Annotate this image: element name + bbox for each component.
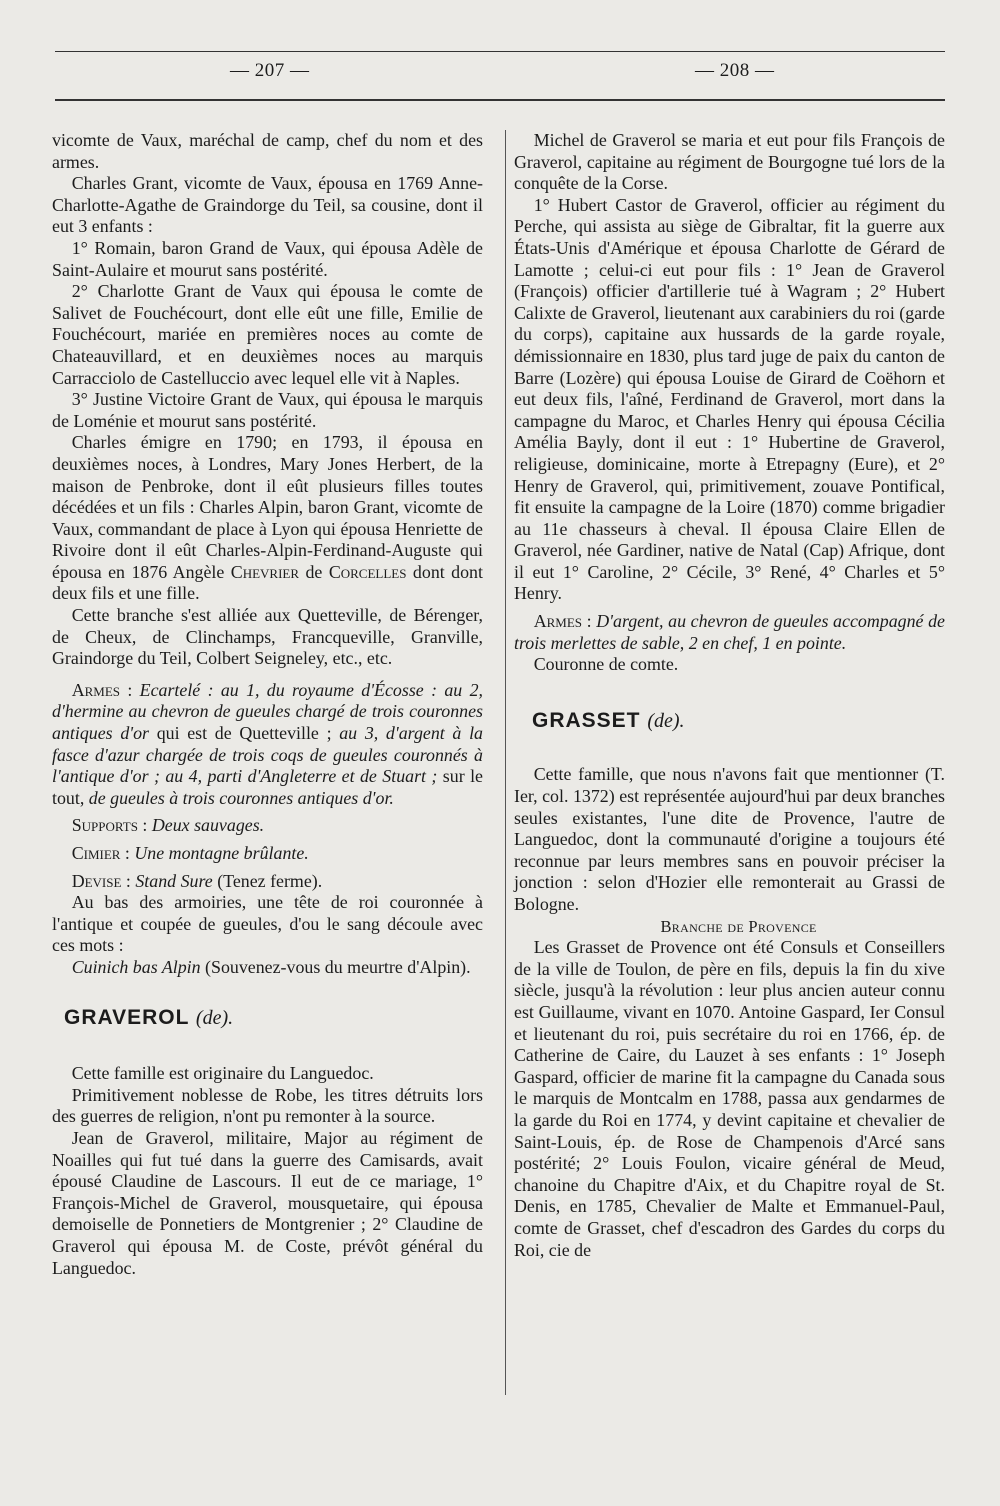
paragraph [52, 432, 483, 605]
paragraph: 3° Justine Victoire Grant de Vaux, qui épousa le marquis de Loménie et mourut sans postérité. [52, 389, 483, 431]
paragraph [52, 957, 483, 979]
family-heading-graverol [64, 1007, 483, 1030]
supports-value: Deux sauvages. [151, 815, 265, 836]
separator: : [137, 815, 152, 836]
paragraph: Cette branche s'est alliée aux Quetteville, de Bérenger, de Cheux, de Clinchamps, Francqueville, Granville, Graindorge du Teil, Colbert Seigneley, etc., etc. [52, 605, 483, 669]
motto: Cuinich bas Alpin [71, 956, 201, 977]
paragraph: Cette famille, que nous n'avons fait que mentionner (T. Ier, col. 1372) est représentée aujourd'hui par deux branches seules existantes, l'une dite de Provence, l'autre de Languedoc, dont la communauté d'origine a toujours été reconnue par leurs membres sans en pouvoir préciser la jonction : selon d'Hozier elle remonterait au Grassi de Bologne. [514, 764, 945, 914]
branch-heading: Branche de Provence [660, 916, 817, 936]
arms-blazon [514, 611, 945, 654]
arms-label: Armes [71, 679, 121, 700]
devise-label: Devise [71, 870, 122, 891]
separator: : [120, 679, 140, 700]
family-particle: (de). [647, 709, 685, 732]
cimier-line [52, 843, 483, 865]
devise-motto: Stand Sure [135, 870, 213, 891]
blazon-text: qui est de Quetteville ; [149, 723, 340, 744]
family-name: GRASSET [532, 708, 641, 732]
paragraph: Couronne de comte. [533, 654, 679, 675]
paragraph: Primitivement noblesse de Robe, les titres détruits lors des guerres de religion, n'ont pu remonter à la source. [52, 1084, 483, 1127]
paragraph: 1° Hubert Castor de Graverol, officier au régiment du Perche, qui assista au siège de Gibraltar, fit la guerre aux États-Unis d'Amérique et épousa Charlotte de Gérard de Lamotte ; celui-ci eut pour fils : 1° Jean de Graverol (François) officier d'artillerie tué à Wagram ; 2° Hubert Calixte de Graverol, lieutenant aux carabiniers du roi (garde du corps), capitaine aux hussards de la garde royale, démissionnaire en 1830, plus tard juge de paix du canton de Barre (Lozère) qui épousa Louise de Girard de Coëhorn et eut deux fils, l'aîné, Ferdinand de Graverol, mort dans la campagne du Maroc, et Charles Henry qui épousa Cécilia Amélia Bayly, dont il eut : 1° Hubertine de Graverol, religieuse, dominicaine, morte à Etrepagny (Eure), et 2° Henry de Graverol, qui, primitivement, zouave Pontifical, fit ensuite la campagne de la Loire (1870) comme brigadier au 11e chasseurs à cheval. Il épousa Claire Ellen de Graverol, née Gardiner, native de Natal (Cap) Afrique, dont il eut 1° Caroline, 2° Cécile, 3° René, 4° Charles et 5° Henry. [514, 194, 945, 604]
blazon-italic: de gueules à trois couronnes antiques d'or. [88, 787, 394, 808]
arms-label: Armes [533, 611, 583, 632]
surname-corcelles: Corcelles [328, 561, 407, 582]
separator: : [120, 843, 135, 863]
arms-blazon [52, 680, 483, 810]
header-rule-top [55, 51, 945, 52]
family-name: GRAVEROL [64, 1005, 190, 1029]
family-heading-grasset [532, 710, 945, 733]
paragraph-text: dont dont deux fils et une fille. [52, 561, 483, 604]
paragraph: Cette famille est originaire du Languedoc. [71, 1063, 374, 1084]
devise-translation: (Tenez ferme). [212, 870, 323, 891]
page-number-right: — 208 — [695, 60, 775, 81]
blazon-italic: au 3, d'argent à la fasce d'azur chargée de trois coqs de gueules couronnés à l'antique d'or ; au 4, parti d'Angleterre et de Stuart ; [52, 723, 483, 787]
header-rule-bottom [55, 99, 945, 101]
right-column [514, 130, 945, 1261]
blazon-text: sur le tout, [52, 766, 483, 808]
paragraph: 1° Romain, baron Grand de Vaux, qui épousa Adèle de Saint-Aulaire et mourut sans postérité. [52, 237, 483, 280]
particle: de [299, 561, 329, 582]
cimier-label: Cimier [71, 843, 121, 863]
page-number-left: — 207 — [230, 60, 310, 81]
paragraph: vicomte de Vaux, maréchal de camp, chef du nom et des armes. [52, 130, 483, 172]
supports-line [52, 815, 483, 837]
paragraph: Michel de Graverol se maria et eut pour fils François de Graverol, capitaine au régiment de Bourgogne tué lors de la conquête de la Corse. [514, 130, 945, 194]
devise-line [52, 871, 483, 893]
paragraph: 2° Charlotte Grant de Vaux qui épousa le comte de Salivet de Fouchécourt, dont elle eût une fille, Emilie de Fouchécourt, mariée en premières noces au comte de Chateauvillard, et en deuxièmes noces au marquis Carracciolo de Castelluccio avec lequel elle vit à Naples. [52, 281, 483, 388]
blazon-italic: Ecartelé : au 1, du royaume d'Écosse : au 2, d'hermine au chevron de gueules chargé de trois couronnes antiques d'or [52, 679, 483, 744]
motto-translation: (Souvenez-vous du meurtre d'Alpin). [200, 956, 471, 977]
surname-chevrier: Chevrier [230, 561, 300, 582]
separator: : [582, 611, 597, 632]
paragraph-text: Charles émigre en 1790; en 1793, il épousa en deuxièmes noces, à Londres, Mary Jones Herbert, de la maison de Penbroke, dont il eût plusieurs filles toutes décédées et un fils : Charles Alpin, baron Grant, vicomte de Vaux, commandant de place à Lyon qui épousa Henriette de Rivoire dont il eût Charles-Alpin-Ferdinand-Auguste qui épousa en 1876 Angèle [52, 432, 483, 582]
paragraph: Jean de Graverol, militaire, Major au régiment de Noailles qui fut tué dans la guerre des Camisards, avait épousé Claudine de Lascours. Il eut de ce mariage, 1° François-Michel de Graverol, mousquetaire, qui épousa demoiselle de Ponnetiers de Montgrenier ; 2° Claudine de Graverol qui épousa M. de Coste, prévôt général du Languedoc. [52, 1127, 483, 1278]
paragraph: Au bas des armoiries, une tête de roi couronnée à l'antique et coupée de gueules, d'ou le sang découle avec ces mots : [52, 892, 483, 956]
column-divider [505, 130, 506, 1395]
family-particle: (de). [195, 1006, 234, 1029]
left-column [52, 130, 483, 1279]
separator: : [121, 870, 136, 891]
paragraph: Charles Grant, vicomte de Vaux, épousa en 1769 Anne-Charlotte-Agathe de Graindorge du Teil, sa cousine, dont il eut 3 enfants : [52, 173, 483, 237]
paragraph: Les Grasset de Provence ont été Consuls et Conseillers de la ville de Toulon, de père en fils, depuis la fin du xive siècle, jusqu'à la révolution : leur plus ancien auteur connu est Guillaume, vivant en 1070. Antoine Gaspard, Ier Consul et lieutenant du roi, puis secrétaire du roi en 1766, ép. de Catherine de Caire, du Lauzet à ses enfants : 1° Joseph Gaspard, officier de marine fit la campagne du Canada sous le marquis de Montcalm en 1788, passa aux gendarmes de la garde du Roi en 1774, y devint capitaine et chevalier de Saint-Louis, ép. de Rose de Champenois d'Arcé sans postérité; 2° Louis Foulon, vicaire général de Meud, chanoine du Chapitre d'Aix, et du Chapitre royal de St. Denis, en 1785, Chevalier de Malte et Emmanuel-Paul, comte de Grasset, chef d'escadron des Gardes du corps du Roi, cie de [514, 937, 945, 1260]
blazon-italic: D'argent, au chevron de gueules accompagné de trois merlettes de sable, 2 en chef, 1 en pointe. [514, 611, 945, 653]
supports-label: Supports [71, 815, 138, 836]
cimier-value: Une montagne brûlante. [134, 843, 309, 863]
